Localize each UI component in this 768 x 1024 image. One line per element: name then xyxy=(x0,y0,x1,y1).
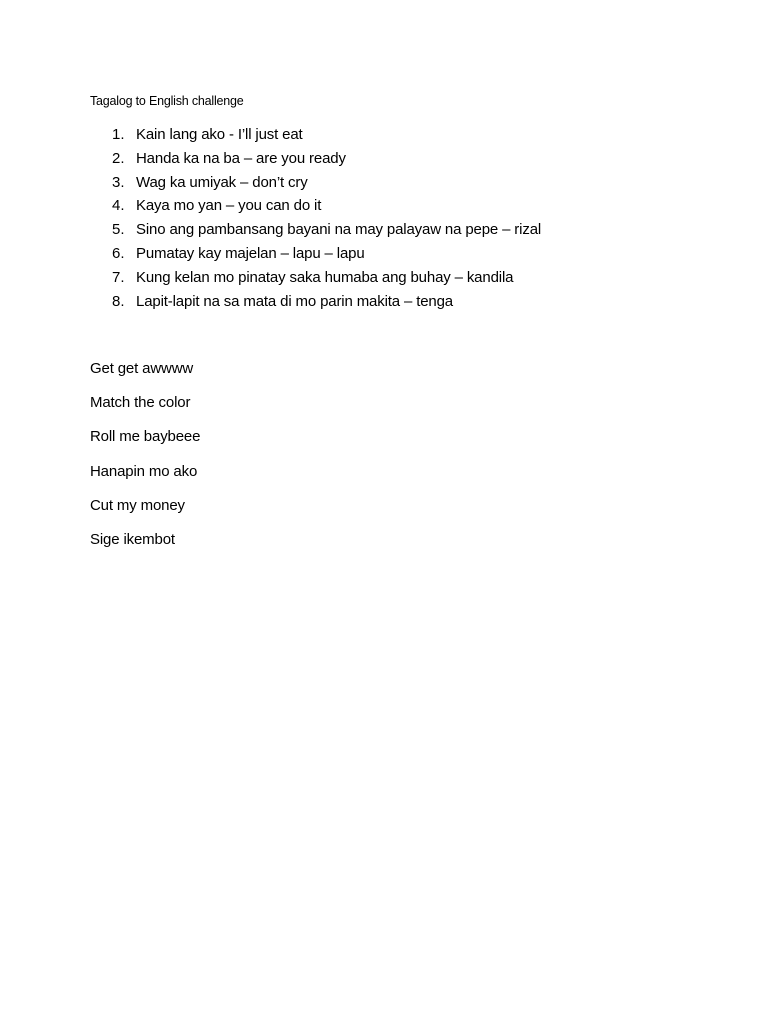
game-item: Match the color xyxy=(90,394,191,412)
item-text: Kung kelan mo pinatay saka humaba ang buhay – kandila xyxy=(136,268,514,286)
item-number: 4. xyxy=(112,197,125,215)
item-number: 6. xyxy=(112,244,125,262)
item-text: Wag ka umiyak – don’t cry xyxy=(136,173,308,191)
item-number: 2. xyxy=(112,149,125,167)
game-item: Hanapin mo ako xyxy=(90,462,198,480)
item-number: 5. xyxy=(112,221,125,239)
game-item: Roll me baybeee xyxy=(90,428,201,446)
game-item: Sige ikembot xyxy=(90,530,175,548)
item-number: 7. xyxy=(112,268,125,286)
game-item: Get get awwww xyxy=(90,360,194,377)
document-title: Tagalog to English challenge xyxy=(90,94,244,108)
item-text: Lapit-lapit na sa mata di mo parin makita – tenga xyxy=(136,292,453,310)
game-list xyxy=(90,358,200,563)
item-text: Kain lang ako - I’ll just eat xyxy=(136,126,303,143)
game-item: Cut my money xyxy=(90,496,185,514)
item-text: Pumatay kay majelan – lapu – lapu xyxy=(136,244,365,262)
item-number: 1. xyxy=(112,126,125,143)
item-number: 3. xyxy=(112,173,125,191)
item-text: Handa ka na ba – are you ready xyxy=(136,149,346,167)
item-number: 8. xyxy=(112,292,125,310)
item-text: Sino ang pambansang bayani na may palayaw na pepe – rizal xyxy=(136,221,542,239)
item-text: Kaya mo yan – you can do it xyxy=(136,197,322,215)
